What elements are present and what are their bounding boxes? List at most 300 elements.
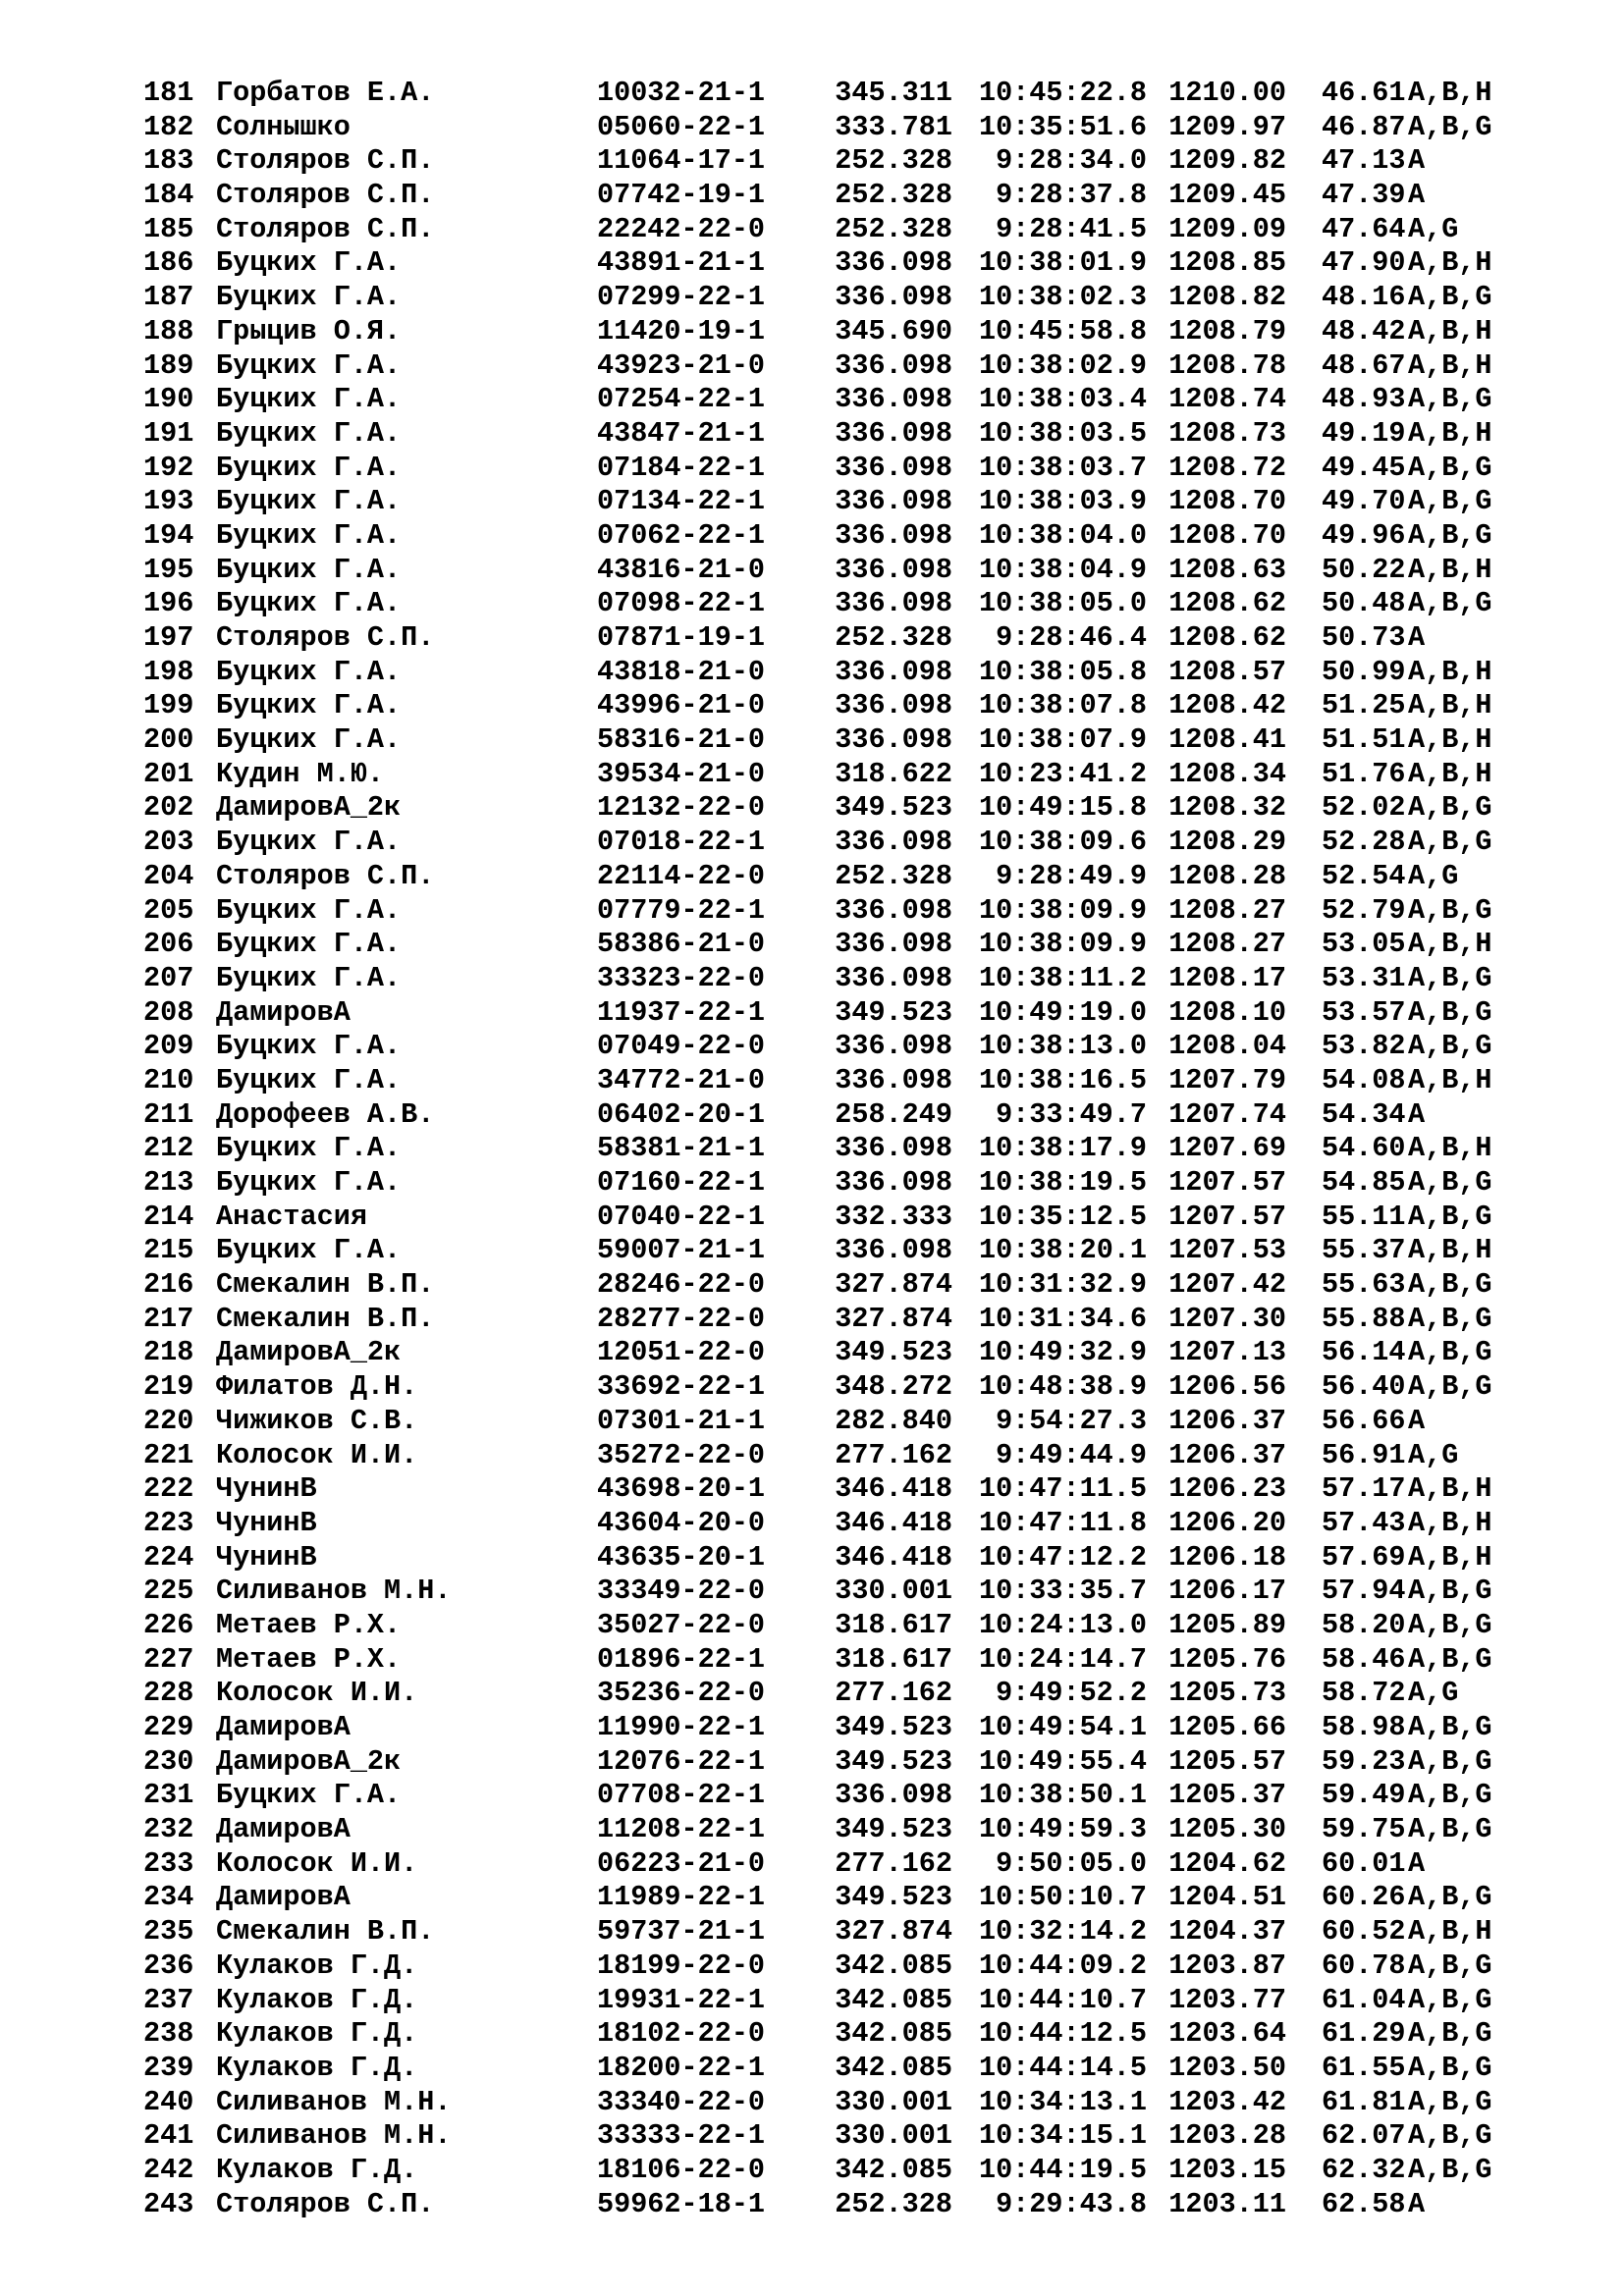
ring-number-cell: 05060-22-1 — [597, 110, 766, 143]
rank-cell: 221 — [143, 1438, 194, 1471]
ring-number-cell: 58381-21-1 — [597, 1132, 766, 1165]
ring-number-cell: 12076-22-1 — [597, 1744, 766, 1778]
distance-cell: 336.098 — [835, 485, 952, 518]
fancier-name-cell: ЧунинВ — [216, 1506, 317, 1539]
table-row — [143, 1881, 1565, 1915]
table-row — [143, 1201, 1565, 1235]
speed-cell: 1207.57 — [1168, 1166, 1286, 1199]
distance-cell: 349.523 — [835, 1813, 952, 1846]
rank-cell: 238 — [143, 2017, 194, 2051]
arrival-time-cell: 10:44:09.2 — [978, 1949, 1147, 1982]
coefficient-cell: 47.39 — [1322, 179, 1406, 212]
fancier-name-cell: Буцких Г.А. — [216, 1779, 402, 1812]
fancier-name-cell: Анастасия — [216, 1200, 367, 1233]
flags-cell: A,B,H — [1408, 757, 1492, 790]
distance-cell: 330.001 — [835, 2085, 952, 2118]
rank-cell: 185 — [143, 212, 194, 245]
arrival-time-cell: 10:33:35.7 — [978, 1575, 1147, 1608]
rank-cell: 242 — [143, 2153, 194, 2186]
ring-number-cell: 33333-22-1 — [597, 2119, 766, 2153]
rank-cell: 217 — [143, 1302, 194, 1335]
speed-cell: 1208.70 — [1168, 518, 1286, 552]
coefficient-cell: 59.75 — [1322, 1813, 1406, 1846]
ring-number-cell: 43818-21-0 — [597, 655, 766, 688]
speed-cell: 1204.62 — [1168, 1846, 1286, 1880]
flags-cell: A,B,H — [1408, 723, 1492, 757]
coefficient-cell: 49.70 — [1322, 485, 1406, 518]
coefficient-cell: 59.49 — [1322, 1779, 1406, 1812]
rank-cell: 189 — [143, 348, 194, 382]
flags-cell: A,B,H — [1408, 246, 1492, 280]
speed-cell: 1208.72 — [1168, 451, 1286, 484]
rank-cell: 214 — [143, 1200, 194, 1233]
rank-cell: 197 — [143, 621, 194, 654]
ring-number-cell: 18102-22-0 — [597, 2017, 766, 2051]
fancier-name-cell: Кулаков Г.Д. — [216, 2017, 418, 2051]
table-row — [143, 519, 1565, 554]
ring-number-cell: 11064-17-1 — [597, 144, 766, 178]
fancier-name-cell: Буцких Г.А. — [216, 553, 402, 586]
arrival-time-cell: 10:38:13.0 — [978, 1030, 1147, 1063]
table-row — [143, 1949, 1565, 1984]
table-row — [143, 1745, 1565, 1780]
coefficient-cell: 50.73 — [1322, 621, 1406, 654]
distance-cell: 332.333 — [835, 1200, 952, 1233]
table-row — [143, 1439, 1565, 1473]
table-row — [143, 246, 1565, 281]
coefficient-cell: 57.43 — [1322, 1506, 1406, 1539]
table-row — [143, 1166, 1565, 1201]
fancier-name-cell: Дорофеев А.В. — [216, 1097, 435, 1131]
rank-cell: 192 — [143, 451, 194, 484]
flags-cell: A,B,G — [1408, 1030, 1492, 1063]
rank-cell: 222 — [143, 1472, 194, 1506]
ring-number-cell: 01896-22-1 — [597, 1642, 766, 1676]
speed-cell: 1206.23 — [1168, 1472, 1286, 1506]
fancier-name-cell: Колосок И.И. — [216, 1438, 418, 1471]
speed-cell: 1206.20 — [1168, 1506, 1286, 1539]
arrival-time-cell: 9:29:43.8 — [996, 2187, 1147, 2220]
table-row — [143, 383, 1565, 417]
table-row — [143, 349, 1565, 384]
table-row — [143, 111, 1565, 145]
ring-number-cell: 07040-22-1 — [597, 1200, 766, 1233]
ring-number-cell: 07160-22-1 — [597, 1166, 766, 1199]
distance-cell: 336.098 — [835, 1063, 952, 1096]
arrival-time-cell: 10:38:09.9 — [978, 928, 1147, 961]
flags-cell: A,B,H — [1408, 314, 1492, 347]
rank-cell: 219 — [143, 1370, 194, 1404]
fancier-name-cell: Буцких Г.А. — [216, 1234, 402, 1267]
table-row — [143, 723, 1565, 758]
rank-cell: 198 — [143, 655, 194, 688]
distance-cell: 336.098 — [835, 689, 952, 722]
rank-cell: 195 — [143, 553, 194, 586]
distance-cell: 336.098 — [835, 1166, 952, 1199]
coefficient-cell: 50.48 — [1322, 587, 1406, 620]
fancier-name-cell: ЧунинВ — [216, 1540, 317, 1574]
speed-cell: 1209.97 — [1168, 110, 1286, 143]
coefficient-cell: 57.94 — [1322, 1575, 1406, 1608]
distance-cell: 252.328 — [835, 2187, 952, 2220]
fancier-name-cell: Буцких Г.А. — [216, 281, 402, 314]
arrival-time-cell: 10:44:14.5 — [978, 2051, 1147, 2084]
distance-cell: 349.523 — [835, 791, 952, 825]
rank-cell: 228 — [143, 1677, 194, 1710]
coefficient-cell: 52.28 — [1322, 826, 1406, 859]
ring-number-cell: 58386-21-0 — [597, 928, 766, 961]
distance-cell: 336.098 — [835, 416, 952, 450]
distance-cell: 336.098 — [835, 281, 952, 314]
coefficient-cell: 62.07 — [1322, 2119, 1406, 2153]
rank-cell: 212 — [143, 1132, 194, 1165]
fancier-name-cell: Столяров С.П. — [216, 179, 435, 212]
arrival-time-cell: 10:31:32.9 — [978, 1268, 1147, 1302]
coefficient-cell: 55.88 — [1322, 1302, 1406, 1335]
flags-cell: A,B,G — [1408, 1336, 1492, 1369]
distance-cell: 336.098 — [835, 1779, 952, 1812]
speed-cell: 1208.57 — [1168, 655, 1286, 688]
arrival-time-cell: 10:31:34.6 — [978, 1302, 1147, 1335]
arrival-time-cell: 10:38:17.9 — [978, 1132, 1147, 1165]
ring-number-cell: 12132-22-0 — [597, 791, 766, 825]
ring-number-cell: 43604-20-0 — [597, 1506, 766, 1539]
flags-cell: A,B,H — [1408, 1472, 1492, 1506]
ring-number-cell: 06402-20-1 — [597, 1097, 766, 1131]
flags-cell: A,G — [1408, 1438, 1459, 1471]
arrival-time-cell: 10:38:09.9 — [978, 893, 1147, 927]
rank-cell: 226 — [143, 1608, 194, 1641]
arrival-time-cell: 9:49:52.2 — [996, 1677, 1147, 1710]
fancier-name-cell: Колосок И.И. — [216, 1677, 418, 1710]
table-row — [143, 1234, 1565, 1268]
distance-cell: 349.523 — [835, 1711, 952, 1743]
table-row — [143, 179, 1565, 213]
distance-cell: 336.098 — [835, 518, 952, 552]
fancier-name-cell: Буцких Г.А. — [216, 383, 402, 416]
arrival-time-cell: 9:50:05.0 — [996, 1846, 1147, 1880]
ring-number-cell: 10032-21-1 — [597, 77, 766, 109]
coefficient-cell: 52.79 — [1322, 893, 1406, 927]
table-row — [143, 315, 1565, 349]
arrival-time-cell: 10:47:11.8 — [978, 1506, 1147, 1539]
coefficient-cell: 56.14 — [1322, 1336, 1406, 1369]
table-row — [143, 1575, 1565, 1609]
ring-number-cell: 07184-22-1 — [597, 451, 766, 484]
flags-cell: A — [1408, 1097, 1426, 1131]
distance-cell: 348.272 — [835, 1370, 952, 1404]
coefficient-cell: 49.96 — [1322, 518, 1406, 552]
speed-cell: 1208.62 — [1168, 621, 1286, 654]
table-row — [143, 1779, 1565, 1813]
fancier-name-cell: Грыцив О.Я. — [216, 314, 402, 347]
distance-cell: 345.311 — [835, 77, 952, 109]
flags-cell: A — [1408, 1404, 1426, 1437]
fancier-name-cell: Кулаков Г.Д. — [216, 1949, 418, 1982]
coefficient-cell: 61.04 — [1322, 1983, 1406, 2016]
speed-cell: 1206.37 — [1168, 1438, 1286, 1471]
speed-cell: 1207.79 — [1168, 1063, 1286, 1096]
table-row — [143, 2017, 1565, 2052]
arrival-time-cell: 10:38:05.0 — [978, 587, 1147, 620]
arrival-time-cell: 10:44:10.7 — [978, 1983, 1147, 2016]
rank-cell: 211 — [143, 1097, 194, 1131]
rank-cell: 227 — [143, 1642, 194, 1676]
arrival-time-cell: 10:38:07.8 — [978, 689, 1147, 722]
arrival-time-cell: 10:38:02.9 — [978, 348, 1147, 382]
rank-cell: 235 — [143, 1915, 194, 1949]
ring-number-cell: 43891-21-1 — [597, 246, 766, 280]
fancier-name-cell: Солнышко — [216, 110, 351, 143]
speed-cell: 1206.56 — [1168, 1370, 1286, 1404]
flags-cell: A,B,G — [1408, 110, 1492, 143]
speed-cell: 1203.42 — [1168, 2085, 1286, 2118]
table-row — [143, 928, 1565, 962]
rank-cell: 230 — [143, 1744, 194, 1778]
arrival-time-cell: 10:38:16.5 — [978, 1063, 1147, 1096]
coefficient-cell: 56.40 — [1322, 1370, 1406, 1404]
fancier-name-cell: Силиванов М.Н. — [216, 2085, 452, 2118]
fancier-name-cell: Смекалин В.П. — [216, 1268, 435, 1302]
ring-number-cell: 59737-21-1 — [597, 1915, 766, 1949]
flags-cell: A,B,G — [1408, 281, 1492, 314]
flags-cell: A,B,H — [1408, 1506, 1492, 1539]
ring-number-cell: 43635-20-1 — [597, 1540, 766, 1574]
arrival-time-cell: 10:34:15.1 — [978, 2119, 1147, 2153]
rank-cell: 204 — [143, 859, 194, 892]
coefficient-cell: 62.58 — [1322, 2187, 1406, 2220]
ring-number-cell: 43923-21-0 — [597, 348, 766, 382]
fancier-name-cell: Буцких Г.А. — [216, 723, 402, 757]
fancier-name-cell: Колосок И.И. — [216, 1846, 418, 1880]
table-row — [143, 1132, 1565, 1166]
distance-cell: 336.098 — [835, 893, 952, 927]
distance-cell: 336.098 — [835, 451, 952, 484]
flags-cell: A,B,G — [1408, 1268, 1492, 1302]
table-row — [143, 758, 1565, 792]
flags-cell: A,B,H — [1408, 1132, 1492, 1165]
table-row — [143, 1711, 1565, 1745]
speed-cell: 1203.77 — [1168, 1983, 1286, 2016]
speed-cell: 1207.42 — [1168, 1268, 1286, 1302]
table-row — [143, 281, 1565, 315]
speed-cell: 1208.70 — [1168, 485, 1286, 518]
coefficient-cell: 54.85 — [1322, 1166, 1406, 1199]
speed-cell: 1208.85 — [1168, 246, 1286, 280]
rank-cell: 229 — [143, 1711, 194, 1743]
rank-cell: 237 — [143, 1983, 194, 2016]
fancier-name-cell: Метаев Р.Х. — [216, 1642, 402, 1676]
table-row — [143, 144, 1565, 179]
ring-number-cell: 33340-22-0 — [597, 2085, 766, 2118]
fancier-name-cell: Кулаков Г.Д. — [216, 2153, 418, 2186]
fancier-name-cell: Буцких Г.А. — [216, 451, 402, 484]
distance-cell: 330.001 — [835, 1575, 952, 1608]
arrival-time-cell: 10:38:05.8 — [978, 655, 1147, 688]
fancier-name-cell: Столяров С.П. — [216, 2187, 435, 2220]
fancier-name-cell: Столяров С.П. — [216, 859, 435, 892]
coefficient-cell: 55.11 — [1322, 1200, 1406, 1233]
arrival-time-cell: 9:54:27.3 — [996, 1404, 1147, 1437]
rank-cell: 240 — [143, 2085, 194, 2118]
speed-cell: 1205.30 — [1168, 1813, 1286, 1846]
coefficient-cell: 48.42 — [1322, 314, 1406, 347]
rank-cell: 220 — [143, 1404, 194, 1437]
speed-cell: 1205.73 — [1168, 1677, 1286, 1710]
coefficient-cell: 58.46 — [1322, 1642, 1406, 1676]
fancier-name-cell: ДамировА_2к — [216, 791, 402, 825]
ring-number-cell: 22242-22-0 — [597, 212, 766, 245]
ring-number-cell: 07049-22-0 — [597, 1030, 766, 1063]
coefficient-cell: 61.29 — [1322, 2017, 1406, 2051]
rank-cell: 218 — [143, 1336, 194, 1369]
results-table — [143, 77, 1565, 2221]
flags-cell: A,B,H — [1408, 928, 1492, 961]
fancier-name-cell: Силиванов М.Н. — [216, 2119, 452, 2153]
speed-cell: 1208.79 — [1168, 314, 1286, 347]
fancier-name-cell: ДамировА — [216, 1711, 351, 1743]
speed-cell: 1208.82 — [1168, 281, 1286, 314]
coefficient-cell: 51.76 — [1322, 757, 1406, 790]
arrival-time-cell: 9:28:41.5 — [996, 212, 1147, 245]
arrival-time-cell: 9:49:44.9 — [996, 1438, 1147, 1471]
table-row — [143, 485, 1565, 519]
coefficient-cell: 53.57 — [1322, 995, 1406, 1029]
rank-cell: 190 — [143, 383, 194, 416]
ring-number-cell: 11937-22-1 — [597, 995, 766, 1029]
flags-cell: A,B,G — [1408, 1711, 1492, 1743]
arrival-time-cell: 10:38:09.6 — [978, 826, 1147, 859]
flags-cell: A,B,G — [1408, 1949, 1492, 1982]
fancier-name-cell: Буцких Г.А. — [216, 1166, 402, 1199]
flags-cell: A,B,H — [1408, 1915, 1492, 1949]
fancier-name-cell: Метаев Р.Х. — [216, 1608, 402, 1641]
distance-cell: 336.098 — [835, 961, 952, 994]
ring-number-cell: 43816-21-0 — [597, 553, 766, 586]
coefficient-cell: 47.90 — [1322, 246, 1406, 280]
table-row — [143, 1677, 1565, 1711]
table-row — [143, 1643, 1565, 1678]
flags-cell: A,B,G — [1408, 995, 1492, 1029]
coefficient-cell: 58.20 — [1322, 1608, 1406, 1641]
flags-cell: A,B,G — [1408, 826, 1492, 859]
ring-number-cell: 11420-19-1 — [597, 314, 766, 347]
flags-cell: A,G — [1408, 212, 1459, 245]
fancier-name-cell: Буцких Г.А. — [216, 416, 402, 450]
distance-cell: 336.098 — [835, 1234, 952, 1267]
distance-cell: 336.098 — [835, 723, 952, 757]
fancier-name-cell: Буцких Г.А. — [216, 893, 402, 927]
speed-cell: 1208.17 — [1168, 961, 1286, 994]
arrival-time-cell: 9:33:49.7 — [996, 1097, 1147, 1131]
table-row — [143, 791, 1565, 826]
flags-cell: A — [1408, 621, 1426, 654]
distance-cell: 336.098 — [835, 1132, 952, 1165]
table-row — [143, 452, 1565, 486]
flags-cell: A — [1408, 2187, 1426, 2220]
arrival-time-cell: 10:49:54.1 — [978, 1711, 1147, 1743]
arrival-time-cell: 10:35:51.6 — [978, 110, 1147, 143]
table-row — [143, 962, 1565, 996]
table-row — [143, 1064, 1565, 1098]
table-row — [143, 2154, 1565, 2188]
rank-cell: 213 — [143, 1166, 194, 1199]
flags-cell: A,B,G — [1408, 1166, 1492, 1199]
speed-cell: 1207.53 — [1168, 1234, 1286, 1267]
flags-cell: A,B,G — [1408, 1813, 1492, 1846]
speed-cell: 1208.29 — [1168, 826, 1286, 859]
distance-cell: 342.085 — [835, 2153, 952, 2186]
rank-cell: 203 — [143, 826, 194, 859]
table-row — [143, 621, 1565, 656]
ring-number-cell: 18199-22-0 — [597, 1949, 766, 1982]
arrival-time-cell: 10:49:15.8 — [978, 791, 1147, 825]
coefficient-cell: 47.13 — [1322, 144, 1406, 178]
coefficient-cell: 48.67 — [1322, 348, 1406, 382]
table-row — [143, 2188, 1565, 2222]
table-row — [143, 826, 1565, 860]
distance-cell: 349.523 — [835, 1336, 952, 1369]
fancier-name-cell: ЧунинВ — [216, 1472, 317, 1506]
arrival-time-cell: 9:28:49.9 — [996, 859, 1147, 892]
speed-cell: 1208.42 — [1168, 689, 1286, 722]
arrival-time-cell: 10:38:19.5 — [978, 1166, 1147, 1199]
table-row — [143, 860, 1565, 894]
fancier-name-cell: Смекалин В.П. — [216, 1915, 435, 1949]
flags-cell: A,B,H — [1408, 77, 1492, 109]
speed-cell: 1207.30 — [1168, 1302, 1286, 1335]
ring-number-cell: 33323-22-0 — [597, 961, 766, 994]
table-row — [143, 1472, 1565, 1507]
distance-cell: 327.874 — [835, 1268, 952, 1302]
coefficient-cell: 61.55 — [1322, 2051, 1406, 2084]
fancier-name-cell: Буцких Г.А. — [216, 485, 402, 518]
flags-cell: A,B,G — [1408, 1370, 1492, 1404]
speed-cell: 1205.37 — [1168, 1779, 1286, 1812]
coefficient-cell: 55.37 — [1322, 1234, 1406, 1267]
arrival-time-cell: 10:35:12.5 — [978, 1200, 1147, 1233]
ring-number-cell: 28246-22-0 — [597, 1268, 766, 1302]
distance-cell: 336.098 — [835, 655, 952, 688]
fancier-name-cell: ДамировА — [216, 1881, 351, 1914]
speed-cell: 1206.37 — [1168, 1404, 1286, 1437]
coefficient-cell: 59.23 — [1322, 1744, 1406, 1778]
flags-cell: A,G — [1408, 859, 1459, 892]
distance-cell: 252.328 — [835, 859, 952, 892]
flags-cell: A,B,G — [1408, 1200, 1492, 1233]
rank-cell: 187 — [143, 281, 194, 314]
rank-cell: 216 — [143, 1268, 194, 1302]
flags-cell: A — [1408, 1846, 1426, 1880]
speed-cell: 1209.09 — [1168, 212, 1286, 245]
arrival-time-cell: 10:38:20.1 — [978, 1234, 1147, 1267]
table-row — [143, 213, 1565, 247]
speed-cell: 1208.28 — [1168, 859, 1286, 892]
speed-cell: 1203.50 — [1168, 2051, 1286, 2084]
coefficient-cell: 60.78 — [1322, 1949, 1406, 1982]
coefficient-cell: 60.52 — [1322, 1915, 1406, 1949]
arrival-time-cell: 10:50:10.7 — [978, 1881, 1147, 1914]
fancier-name-cell: Буцких Г.А. — [216, 348, 402, 382]
speed-cell: 1208.04 — [1168, 1030, 1286, 1063]
speed-cell: 1207.57 — [1168, 1200, 1286, 1233]
fancier-name-cell: Силиванов М.Н. — [216, 1575, 452, 1608]
ring-number-cell: 34772-21-0 — [597, 1063, 766, 1096]
speed-cell: 1208.62 — [1168, 587, 1286, 620]
flags-cell: A,B,H — [1408, 1234, 1492, 1267]
speed-cell: 1208.10 — [1168, 995, 1286, 1029]
table-row — [143, 587, 1565, 621]
